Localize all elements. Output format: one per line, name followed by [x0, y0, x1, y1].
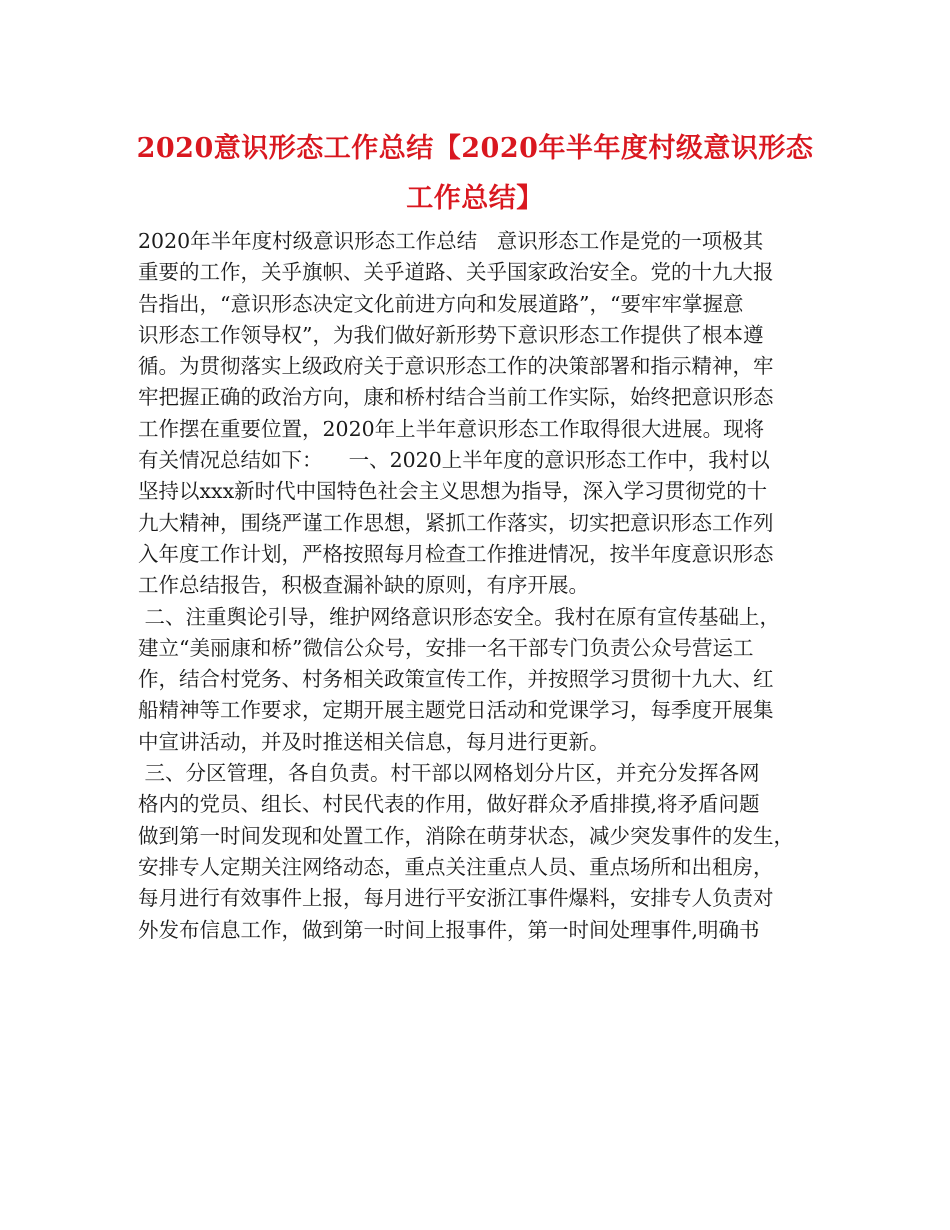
body-line: 告指出，“意识形态决定文化前进方向和发展道路”，“要牢牢掌握意: [138, 291, 744, 316]
body-line: 格内的党员、组长、村民代表的作用，做好群众矛盾排摸,将矛盾问题: [138, 792, 760, 817]
document-title: [130, 124, 820, 224]
body-line: 建立“美丽康和桥”微信公众号，安排一名干部专门负责公众号营运工: [138, 635, 754, 660]
title-line: 工作总结】: [406, 183, 544, 214]
body-line: 入年度工作计划，严格按照每月检查工作推进情况，按半年度意识形态: [138, 541, 774, 566]
body-line: 有关情况总结如下： 一、2020上半年度的意识形态工作中，我村以: [138, 448, 770, 473]
body-line: 识形态工作领导权”，为我们做好新形势下意识形态工作提供了根本遵: [138, 322, 764, 347]
body-line: 牢把握正确的政治方向，康和桥村结合当前工作实际，始终把意识形态: [138, 385, 774, 410]
body-line: 九大精神，围绕严谨工作思想，紧抓工作落实，切实把意识形态工作列: [138, 510, 774, 535]
body-line: 工作总结报告，积极查漏补缺的原则，有序开展。: [138, 573, 589, 598]
body-line: 坚持以xxx新时代中国特色社会主义思想为指导，深入学习贯彻党的十: [138, 479, 768, 504]
body-line: 做到第一时间发现和处置工作，消除在萌芽状态，减少突发事件的发生，: [138, 823, 794, 848]
body-line: 工作摆在重要位置，2020年上半年意识形态工作取得很大进展。现将: [138, 416, 765, 441]
body-line: 循。为贯彻落实上级政府关于意识形态工作的决策部署和指示精神，牢: [138, 354, 774, 379]
body-line: 重要的工作，关乎旗帜、关乎道路、关乎国家政治安全。党的十九大报: [138, 260, 774, 285]
body-line: 中宣讲活动，并及时推送相关信息，每月进行更新。: [138, 729, 610, 754]
body-line: 2020年半年度村级意识形态工作总结 意识形态工作是党的一项极其: [138, 229, 764, 253]
title-line: 2020意识形态工作总结【2020年半年度村级意识形态: [136, 133, 814, 164]
body-line: 每月进行有效事件上报，每月进行平安浙江事件爆料，安排专人负责对: [138, 886, 774, 911]
body-line: 船精神等工作要求，定期开展主题党日活动和党课学习，每季度开展集: [138, 698, 774, 723]
body-line: 作，结合村党务、村务相关政策宣传工作，并按照学习贯彻十九大、红: [138, 667, 774, 692]
body-line: 外发布信息工作，做到第一时间上报事件，第一时间处理事件,明确书: [138, 917, 760, 942]
document-body: [138, 226, 828, 946]
body-line: 三、分区管理，各自负责。村干部以网格划分片区，并充分发挥各网: [138, 761, 760, 786]
body-line: 二、注重舆论引导，维护网络意识形态安全。我村在原有宣传基础上，: [138, 604, 781, 629]
body-line: 安排专人定期关注网络动态，重点关注重点人员、重点场所和出租房，: [138, 854, 774, 879]
